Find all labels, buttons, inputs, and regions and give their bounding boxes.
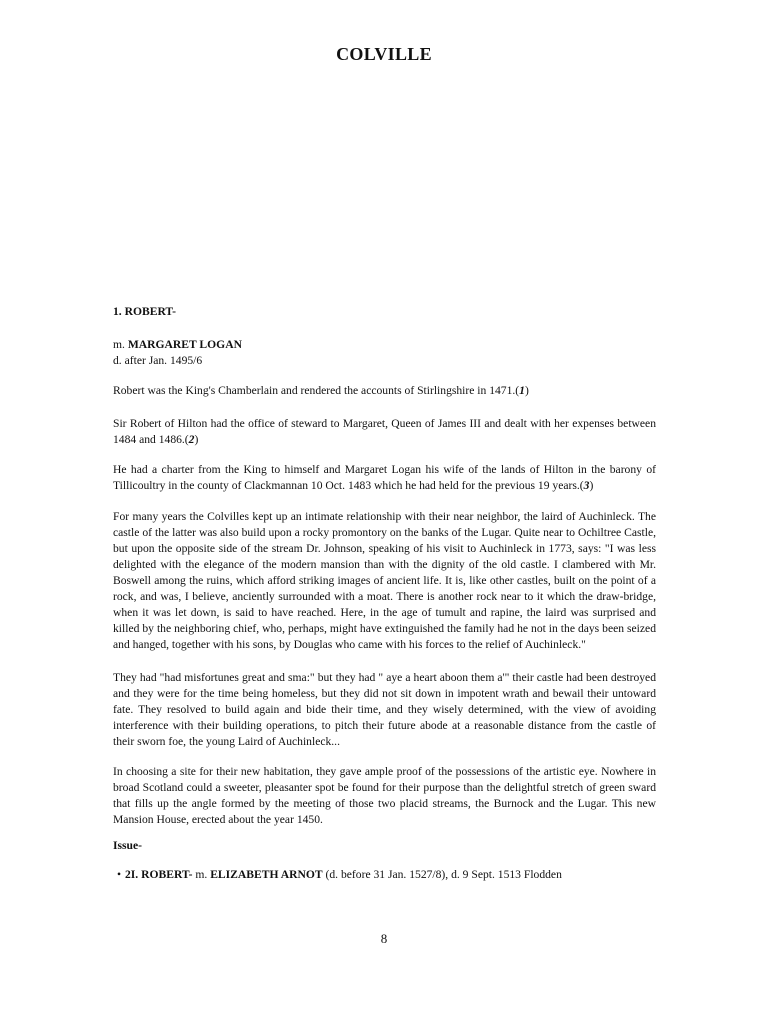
paragraph-1 — [113, 383, 656, 399]
paragraph-3-text: He had a charter from the King to himself and Margaret Logan his wife of the lands of Hilton in the barony of Tillicoultry in the county of Clackmannan 10 Oct. 1483 which he had held for the previous 19 years.( — [113, 463, 656, 492]
footnote-ref-3[interactable]: 3 — [583, 479, 590, 492]
paragraph-5: They had "had misfortunes great and sma:" but they had " aye a heart aboon them a'" their castle had been destroyed and they were for the time being homeless, but they did not sit down in impotent wrath and bewail their untoward fate. They resolved to build again and bide their time, and they wisely determined, with the view of avoiding interference with their building operations, to pitch their future abode at a reasonable distance from the castle of their sworn foe, the young Laird of Auchinleck... — [113, 671, 656, 748]
paragraph-2-text: Sir Robert of Hilton had the office of steward to Margaret, Queen of James III and dealt with her expenses between 1484 and 1486.( — [113, 417, 656, 446]
paragraph-1-text: Robert was the King's Chamberlain and rendered the accounts of Stirlingshire in 1471.( — [113, 384, 520, 397]
issue-details: (d. before 31 Jan. 1527/8), d. 9 Sept. 1513 Flodden — [322, 868, 562, 881]
spouse-death: d. after Jan. 1495/6 — [113, 354, 203, 367]
person-heading: 1. ROBERT- — [113, 305, 176, 318]
issue-child-name[interactable]: 2I. ROBERT- — [125, 868, 193, 881]
footnote-ref-2[interactable]: 2 — [188, 433, 195, 446]
paragraph-1-end: ) — [524, 384, 529, 397]
paragraph-4: For many years the Colvilles kept up an intimate relationship with their near neighbor, the laird of Auchinleck. The castle of the latter was also build upon a rocky promontory on the banks of the Lugar. Quite near to Ochiltree Castle, but upon the opposite side of the stream Dr. Johnson, speaking of his visit to Auchinleck in 1773, says: "I was less delighted with the elegance of the modern mansion than with the dignity of the old castle. I clambered with Mr. Boswell among the ruins, which afford striking images of ancient life. It is, like other castles, built on the point of a rock, and was, I believe, anciently surrounded with a moat. There is another rock near to it which the draw-bridge, when it was let down, is said to have reached. Here, in the age of tumult and rapine, the laird was surprised and killed by the neighboring chief, who, perhaps, might have extinguished the family had he not in the days been seized and hanged, together with his sons, by Douglas who came with his forces to the relief of Auchinleck." — [113, 510, 656, 651]
spouse-prefix: m. — [113, 338, 128, 351]
issue-heading: Issue- — [113, 839, 142, 852]
paragraph-6: In choosing a site for their new habitation, they gave ample proof of the possessions of the artistic eye. Nowhere in broad Scotland could a sweeter, pleasanter spot be found for their purpose than the delightful stretch of green sward that fills up the angle formed by the meeting of those two placid streams, the Burnock and the Lugar. This new Mansion House, erected about the year 1450. — [113, 765, 656, 826]
bullet-icon: • — [117, 868, 122, 881]
issue-item — [117, 867, 660, 883]
paragraph-2 — [113, 416, 656, 448]
issue-spouse-name[interactable]: ELIZABETH ARNOT — [210, 868, 323, 881]
spouse-block — [113, 337, 656, 369]
paragraph-2-end: ) — [194, 433, 199, 446]
spouse-line — [113, 337, 656, 353]
page-title: COLVILLE — [336, 44, 432, 64]
issue-spouse-prefix: m. — [192, 868, 211, 881]
paragraph-3 — [113, 462, 656, 494]
page-number: 8 — [380, 931, 388, 946]
footnote-ref-1[interactable]: 1 — [519, 384, 525, 397]
paragraph-3-end: ) — [589, 479, 594, 492]
spouse-name: MARGARET LOGAN — [127, 338, 242, 351]
